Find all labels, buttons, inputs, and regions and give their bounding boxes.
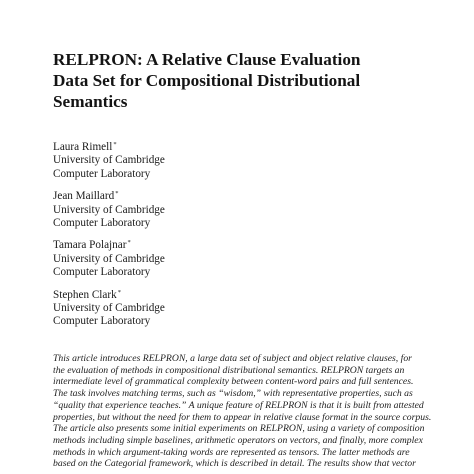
author-affiliation: University of Cambridge (53, 154, 165, 167)
author-affiliation: Computer Laboratory (53, 167, 151, 180)
author-mark: * (115, 190, 119, 198)
author-name: Tamara Polajnar* (53, 239, 131, 252)
author-mark: * (113, 141, 117, 148)
abstract-line: the evaluation of methods in compositional distributional semantics. RELPRON targets an (53, 364, 405, 376)
abstract-line: methods including simple baselines, arithmetic operators on vectors, and finally, more complex (53, 434, 423, 446)
author-name: Stephen Clark* (53, 288, 121, 301)
author-affiliation: University of Cambridge (53, 252, 165, 265)
abstract-line: “quality that experience teaches.” A unique feature of RELPRON is that it is built from attested (53, 399, 424, 411)
abstract-line: properties, but without the need for them to appear in relative clause format in the source corpus. (53, 411, 432, 423)
author-block (53, 286, 353, 329)
title-line: Semantics (53, 92, 128, 111)
author-name: Jean Maillard* (53, 190, 119, 203)
author-affiliation: University of Cambridge (53, 302, 165, 315)
author-affiliation: Computer Laboratory (53, 315, 151, 328)
paper-title (53, 49, 433, 112)
author-affiliation: Computer Laboratory (53, 266, 151, 279)
abstract (53, 353, 431, 470)
abstract-line: The article also presents some initial experiments on RELPRON, using a variety of composition (53, 423, 425, 435)
author-affiliation: University of Cambridge (53, 203, 165, 216)
abstract-line: The task involves matching terms, such as “wisdom,” with representative properties, such as (53, 388, 413, 400)
abstract-line: based on the Categorial framework, which is described in detail. The results show that vector (53, 458, 416, 470)
abstract-line: This article introduces RELPRON, a large data set of subject and object relative clauses, for (53, 353, 412, 364)
author-block (53, 138, 353, 181)
title-line: RELPRON: A Relative Clause Evaluation (53, 50, 361, 69)
author-mark: * (117, 288, 121, 296)
author-mark: * (127, 239, 131, 247)
title-line: Data Set for Compositional Distributional (53, 71, 361, 90)
author-affiliation: Computer Laboratory (53, 217, 151, 230)
author-list (53, 138, 353, 335)
author-block (53, 236, 353, 279)
author-name: Laura Rimell* (53, 141, 117, 153)
abstract-line: intermediate level of grammatical complexity between content-word pairs and full sentences. (53, 376, 414, 388)
author-block (53, 187, 353, 230)
abstract-line: methods in which argument-taking words are represented as tensors. The latter methods are (53, 446, 410, 458)
